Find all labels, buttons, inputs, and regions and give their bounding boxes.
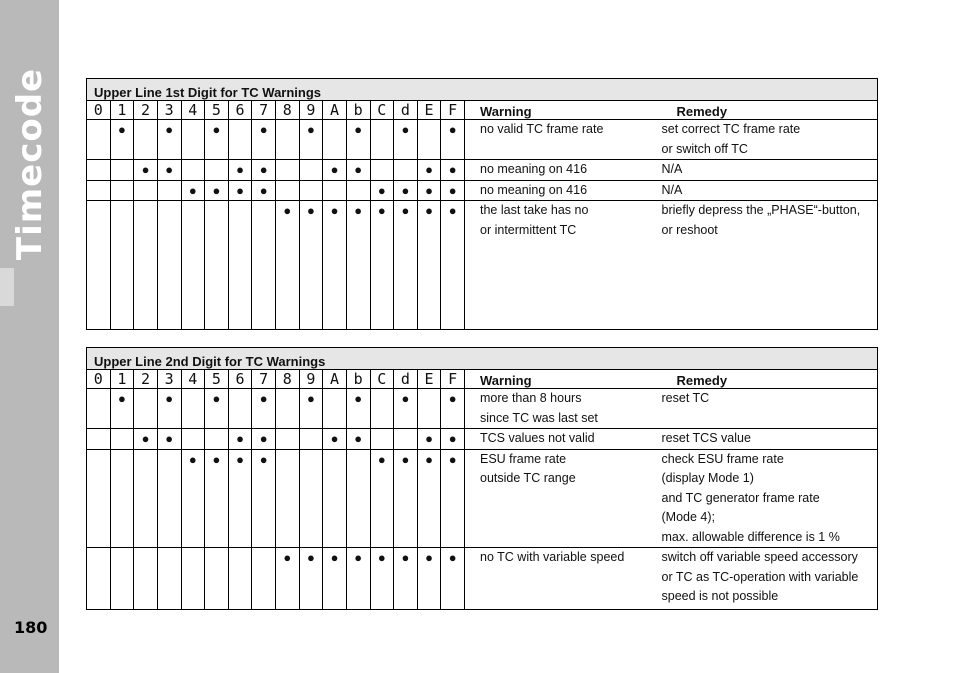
indicator-cell <box>110 449 134 548</box>
dot-marker: ● <box>259 182 268 198</box>
indicator-cell <box>346 160 370 181</box>
indicator-cell <box>323 548 347 610</box>
remedy-cell <box>662 120 878 160</box>
indicator-cell <box>323 429 347 450</box>
table-row <box>87 180 878 201</box>
dot-marker: ● <box>377 451 386 467</box>
remedy-text: or TC as TC-operation with variable <box>661 569 859 584</box>
warning-cell <box>465 429 662 450</box>
page-number: 180 <box>14 618 48 637</box>
indicator-cell <box>181 180 205 201</box>
table-row <box>87 548 878 610</box>
indicator-cell <box>346 180 370 201</box>
warning-text: no valid TC frame rate <box>480 122 604 136</box>
dot-marker: ● <box>165 391 174 406</box>
digit-header: E <box>417 101 441 120</box>
dot-marker: ● <box>354 391 363 406</box>
warning-text: outside TC range <box>480 471 576 485</box>
warning-header: Warning <box>465 370 662 389</box>
dot-marker: ● <box>401 550 410 565</box>
remedy-cell <box>662 548 878 610</box>
indicator-cell <box>276 449 300 548</box>
indicator-cell <box>323 180 347 201</box>
digit-header: 8 <box>276 370 300 389</box>
indicator-cell <box>299 548 323 610</box>
indicator-cell <box>134 201 158 330</box>
indicator-cell <box>157 449 181 548</box>
dot-marker: ● <box>354 203 363 218</box>
indicator-cell <box>323 120 347 160</box>
indicator-cell <box>370 120 394 160</box>
warning-text: no meaning on 416 <box>480 182 588 197</box>
dot-marker: ● <box>448 451 457 467</box>
digit-header: 3 <box>157 101 181 120</box>
dot-marker: ● <box>448 162 457 177</box>
dot-marker: ● <box>425 431 433 446</box>
digit-header: 1 <box>110 101 134 120</box>
indicator-cell <box>228 429 252 450</box>
indicator-cell <box>205 201 229 330</box>
indicator-cell <box>417 180 441 201</box>
warning-cell <box>465 449 662 548</box>
indicator-cell <box>252 160 276 181</box>
remedy-cell <box>662 429 878 450</box>
table-2nd-digit-warnings <box>86 347 878 610</box>
indicator-cell <box>417 429 441 450</box>
warning-cell <box>465 160 662 181</box>
indicator-cell <box>134 449 158 548</box>
indicator-cell <box>110 120 134 160</box>
indicator-cell <box>370 180 394 201</box>
remedy-text: N/A <box>661 162 683 176</box>
indicator-cell <box>346 120 370 160</box>
indicator-cell <box>87 429 111 450</box>
indicator-cell <box>228 120 252 160</box>
remedy-text: or switch off TC <box>661 141 748 156</box>
indicator-cell <box>110 180 134 201</box>
indicator-cell <box>181 160 205 181</box>
indicator-cell <box>417 160 441 181</box>
indicator-cell <box>134 548 158 610</box>
dot-marker: ● <box>354 162 363 177</box>
indicator-cell <box>346 548 370 610</box>
table-row <box>87 160 878 181</box>
indicator-cell <box>417 201 441 330</box>
indicator-cell <box>87 120 111 160</box>
indicator-cell <box>181 389 205 429</box>
indicator-cell <box>441 160 465 181</box>
indicator-cell <box>205 449 229 548</box>
indicator-cell <box>252 449 276 548</box>
dot-marker: ● <box>425 162 433 177</box>
indicator-cell <box>394 449 418 548</box>
dot-marker: ● <box>354 122 363 137</box>
remedy-cell <box>662 160 878 181</box>
digit-header: 0 <box>87 370 111 389</box>
dot-marker: ● <box>330 162 339 177</box>
indicator-cell <box>394 120 418 160</box>
indicator-cell <box>370 449 394 548</box>
dot-marker: ● <box>259 431 268 446</box>
indicator-cell <box>441 548 465 610</box>
indicator-cell <box>346 429 370 450</box>
digit-header: 2 <box>134 101 158 120</box>
indicator-cell <box>394 180 418 201</box>
digit-header: d <box>394 370 418 389</box>
indicator-cell <box>181 201 205 330</box>
indicator-cell <box>252 548 276 610</box>
dot-marker: ● <box>165 431 174 446</box>
indicator-cell <box>346 449 370 548</box>
remedy-text: or reshoot <box>661 222 718 237</box>
digit-header: 7 <box>252 370 276 389</box>
dot-marker: ● <box>307 122 315 137</box>
remedy-cell <box>662 180 878 201</box>
indicator-cell <box>181 449 205 548</box>
indicator-cell <box>276 389 300 429</box>
remedy-text: and TC generator frame rate <box>661 490 820 505</box>
digit-header: 2 <box>134 370 158 389</box>
dot-marker: ● <box>448 182 457 198</box>
digit-header: C <box>370 101 394 120</box>
indicator-cell <box>157 180 181 201</box>
warning-cell <box>465 389 662 429</box>
remedy-text: switch off variable speed accessory <box>661 550 858 564</box>
dot-marker: ● <box>401 122 410 137</box>
indicator-cell <box>228 389 252 429</box>
indicator-cell <box>370 429 394 450</box>
dot-marker: ● <box>425 451 433 467</box>
indicator-cell <box>110 160 134 181</box>
indicator-cell <box>370 548 394 610</box>
digit-header: 6 <box>228 370 252 389</box>
indicator-cell <box>276 429 300 450</box>
digit-header: 6 <box>228 101 252 120</box>
dot-marker: ● <box>307 391 315 406</box>
indicator-cell <box>252 389 276 429</box>
section-tab <box>0 268 14 306</box>
indicator-cell <box>181 429 205 450</box>
indicator-cell <box>110 201 134 330</box>
indicator-cell <box>394 548 418 610</box>
indicator-cell <box>323 449 347 548</box>
sidebar <box>0 0 59 673</box>
remedy-cell <box>662 449 878 548</box>
indicator-cell <box>441 180 465 201</box>
digit-header: 8 <box>276 101 300 120</box>
indicator-cell <box>157 120 181 160</box>
dot-marker: ● <box>212 122 221 137</box>
digit-header: d <box>394 101 418 120</box>
indicator-cell <box>87 201 111 330</box>
warning-text: the last take has no <box>480 203 589 217</box>
indicator-cell <box>299 429 323 450</box>
indicator-cell <box>441 449 465 548</box>
dot-marker: ● <box>212 182 221 198</box>
digit-header: b <box>346 370 370 389</box>
indicator-cell <box>441 389 465 429</box>
indicator-cell <box>228 201 252 330</box>
remedy-text: briefly depress the „PHASE“-button, <box>661 203 861 217</box>
warning-cell <box>465 548 662 610</box>
remedy-text: (display Mode 1) <box>661 471 754 485</box>
warning-text: more than 8 hours <box>480 391 582 405</box>
remedy-text: speed is not possible <box>661 589 779 603</box>
indicator-cell <box>441 201 465 330</box>
indicator-cell <box>228 180 252 201</box>
indicator-cell <box>228 449 252 548</box>
digit-header: 9 <box>299 370 323 389</box>
indicator-cell <box>134 160 158 181</box>
warning-cell <box>465 180 662 201</box>
dot-marker: ● <box>118 122 126 137</box>
dot-marker: ● <box>259 451 268 467</box>
indicator-cell <box>417 449 441 548</box>
dot-marker: ● <box>377 203 386 218</box>
remedy-text: max. allowable difference is 1 % <box>661 529 840 544</box>
remedy-header: Remedy <box>662 101 878 120</box>
indicator-cell <box>110 548 134 610</box>
table-caption: Upper Line 1st Digit for TC Warnings <box>87 79 878 101</box>
indicator-cell <box>228 160 252 181</box>
indicator-cell <box>157 389 181 429</box>
indicator-cell <box>181 548 205 610</box>
digit-header: 5 <box>205 101 229 120</box>
indicator-cell <box>134 429 158 450</box>
table-row <box>87 389 878 429</box>
remedy-text: set correct TC frame rate <box>661 122 801 136</box>
indicator-cell <box>276 120 300 160</box>
indicator-cell <box>228 548 252 610</box>
dot-marker: ● <box>259 162 268 177</box>
indicator-cell <box>276 201 300 330</box>
indicator-cell <box>87 548 111 610</box>
digit-header: A <box>323 101 347 120</box>
indicator-cell <box>323 201 347 330</box>
dot-marker: ● <box>401 203 410 218</box>
warning-text: or intermittent TC <box>480 222 577 237</box>
indicator-cell <box>299 160 323 181</box>
dot-marker: ● <box>307 203 315 218</box>
dot-marker: ● <box>236 451 244 467</box>
remedy-header: Remedy <box>662 370 878 389</box>
dot-marker: ● <box>377 182 386 198</box>
dot-marker: ● <box>401 451 410 467</box>
dot-marker: ● <box>236 431 244 446</box>
dot-marker: ● <box>259 391 268 406</box>
indicator-cell <box>299 201 323 330</box>
dot-marker: ● <box>141 162 150 177</box>
section-title: Timecode <box>10 67 50 261</box>
warning-header: Warning <box>465 101 662 120</box>
remedy-text: N/A <box>661 182 683 197</box>
indicator-cell <box>323 160 347 181</box>
digit-header: 5 <box>205 370 229 389</box>
indicator-cell <box>157 548 181 610</box>
indicator-cell <box>205 160 229 181</box>
digit-header: A <box>323 370 347 389</box>
dot-marker: ● <box>118 391 126 406</box>
indicator-cell <box>299 389 323 429</box>
dot-marker: ● <box>165 162 174 177</box>
indicator-cell <box>110 389 134 429</box>
dot-marker: ● <box>425 550 433 565</box>
indicator-cell <box>370 389 394 429</box>
indicator-cell <box>394 389 418 429</box>
dot-marker: ● <box>401 182 410 198</box>
indicator-cell <box>134 120 158 160</box>
indicator-cell <box>394 201 418 330</box>
dot-marker: ● <box>330 431 339 446</box>
digit-header: 4 <box>181 370 205 389</box>
remedy-text: check ESU frame rate <box>661 451 784 466</box>
table-row <box>87 449 878 548</box>
indicator-cell <box>394 160 418 181</box>
indicator-cell <box>276 180 300 201</box>
digit-header: F <box>441 370 465 389</box>
dot-marker: ● <box>212 391 221 406</box>
dot-marker: ● <box>448 122 457 137</box>
dot-marker: ● <box>354 431 363 446</box>
remedy-text: (Mode 4); <box>661 510 715 524</box>
dot-marker: ● <box>212 451 221 467</box>
indicator-cell <box>87 449 111 548</box>
table-1st-digit-warnings <box>86 78 878 330</box>
indicator-cell <box>417 548 441 610</box>
dot-marker: ● <box>448 203 457 218</box>
indicator-cell <box>417 120 441 160</box>
digit-header: 7 <box>252 101 276 120</box>
table-row <box>87 429 878 450</box>
warning-cell <box>465 120 662 160</box>
digit-header: 0 <box>87 101 111 120</box>
indicator-cell <box>157 201 181 330</box>
dot-marker: ● <box>283 550 292 565</box>
indicator-cell <box>181 120 205 160</box>
indicator-cell <box>87 180 111 201</box>
warning-text: ESU frame rate <box>480 451 567 466</box>
indicator-cell <box>205 548 229 610</box>
digit-header: C <box>370 370 394 389</box>
dot-marker: ● <box>330 203 339 218</box>
digit-header: 4 <box>181 101 205 120</box>
dot-marker: ● <box>188 182 197 198</box>
indicator-cell <box>441 429 465 450</box>
indicator-cell <box>205 120 229 160</box>
indicator-cell <box>346 201 370 330</box>
indicator-cell <box>134 180 158 201</box>
dot-marker: ● <box>141 431 150 446</box>
digit-header: b <box>346 101 370 120</box>
table-row <box>87 201 878 330</box>
dot-marker: ● <box>448 391 457 406</box>
dot-marker: ● <box>165 122 174 137</box>
indicator-cell <box>110 429 134 450</box>
digit-header: 1 <box>110 370 134 389</box>
remedy-cell <box>662 389 878 429</box>
dot-marker: ● <box>401 391 410 406</box>
indicator-cell <box>299 120 323 160</box>
indicator-cell <box>370 160 394 181</box>
dot-marker: ● <box>448 550 457 565</box>
indicator-cell <box>394 429 418 450</box>
dot-marker: ● <box>377 550 386 565</box>
indicator-cell <box>252 201 276 330</box>
dot-marker: ● <box>448 431 457 446</box>
dot-marker: ● <box>236 162 244 177</box>
warning-text: since TC was last set <box>480 410 598 425</box>
indicator-cell <box>87 160 111 181</box>
warning-cell <box>465 201 662 330</box>
indicator-cell <box>205 180 229 201</box>
table-caption: Upper Line 2nd Digit for TC Warnings <box>87 348 878 370</box>
indicator-cell <box>252 120 276 160</box>
dot-marker: ● <box>354 550 363 565</box>
digit-header: 9 <box>299 101 323 120</box>
digit-header: E <box>417 370 441 389</box>
indicator-cell <box>299 180 323 201</box>
digit-header: F <box>441 101 465 120</box>
dot-marker: ● <box>236 182 244 198</box>
indicator-cell <box>441 120 465 160</box>
warning-text: no meaning on 416 <box>480 162 588 176</box>
indicator-cell <box>276 548 300 610</box>
dot-marker: ● <box>330 550 339 565</box>
indicator-cell <box>157 160 181 181</box>
dot-marker: ● <box>425 203 433 218</box>
remedy-text: reset TCS value <box>661 431 751 445</box>
indicator-cell <box>134 389 158 429</box>
remedy-text: reset TC <box>661 391 710 405</box>
indicator-cell <box>252 180 276 201</box>
warning-text: no TC with variable speed <box>480 550 625 564</box>
indicator-cell <box>276 160 300 181</box>
indicator-cell <box>346 389 370 429</box>
digit-header: 3 <box>157 370 181 389</box>
dot-marker: ● <box>283 203 292 218</box>
indicator-cell <box>252 429 276 450</box>
indicator-cell <box>417 389 441 429</box>
indicator-cell <box>205 389 229 429</box>
dot-marker: ● <box>259 122 268 137</box>
table-row <box>87 120 878 160</box>
remedy-cell <box>662 201 878 330</box>
dot-marker: ● <box>425 182 433 198</box>
indicator-cell <box>87 389 111 429</box>
indicator-cell <box>370 201 394 330</box>
indicator-cell <box>157 429 181 450</box>
dot-marker: ● <box>307 550 315 565</box>
indicator-cell <box>323 389 347 429</box>
indicator-cell <box>299 449 323 548</box>
warning-text: TCS values not valid <box>480 431 595 445</box>
indicator-cell <box>205 429 229 450</box>
dot-marker: ● <box>188 451 197 467</box>
